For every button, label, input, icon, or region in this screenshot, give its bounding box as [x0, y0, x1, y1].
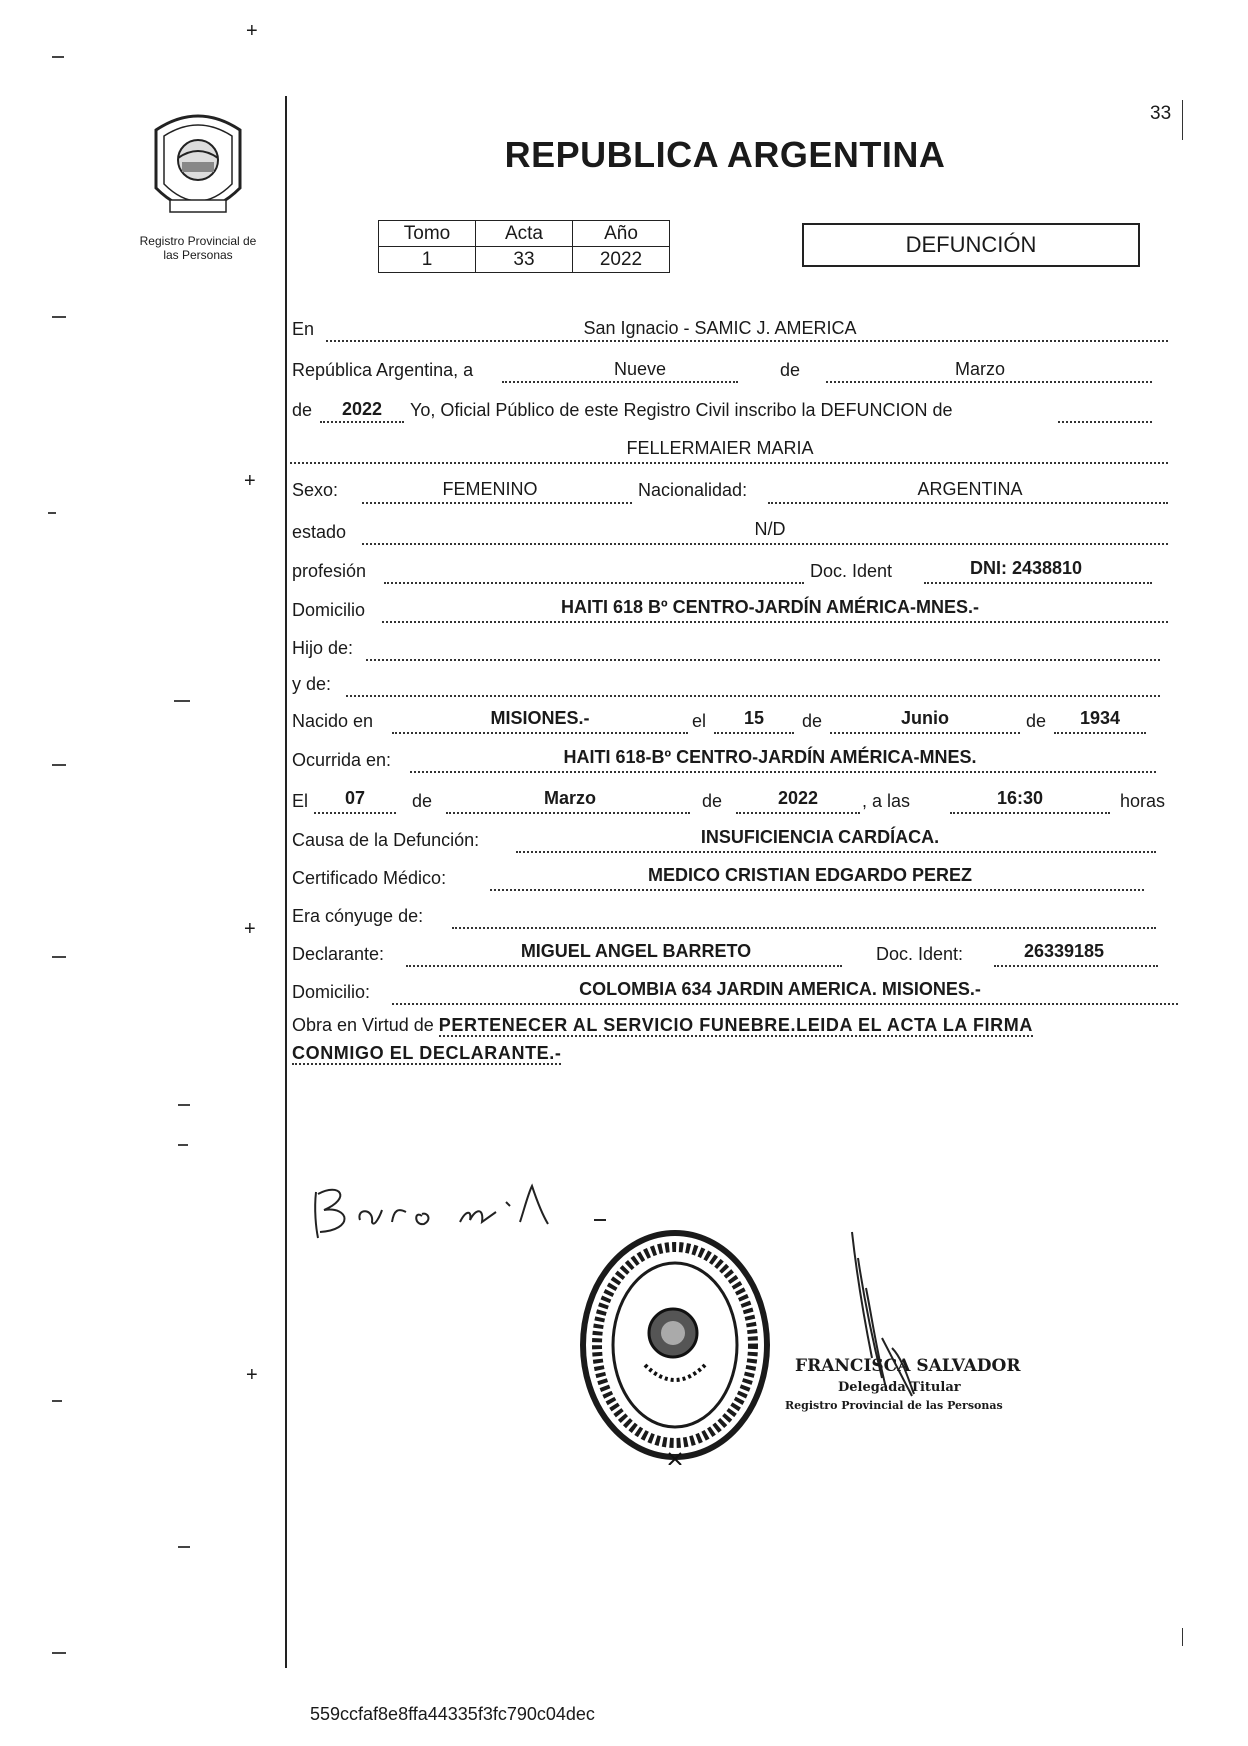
crosshair-icon: +	[246, 1364, 258, 1386]
right-margin-rule-bottom	[1182, 1628, 1183, 1646]
scan-mark	[52, 56, 64, 58]
republica-label: República Argentina, a	[292, 360, 474, 380]
defuncion-dia: 07	[344, 788, 366, 808]
dotted-line	[382, 621, 1168, 623]
mes-value: Marzo	[954, 359, 1005, 379]
officer-office: Registro Provincial de las Personas	[785, 1399, 1003, 1412]
dotted-line	[1054, 732, 1146, 734]
sexo-value: FEMENINO	[442, 479, 538, 499]
page-number: 33	[1150, 103, 1172, 124]
defuncion-mes: Marzo	[543, 788, 596, 808]
doc2-ident-label: Doc. Ident:	[876, 944, 964, 964]
nombre-value: FELLERMAIER MARIA	[626, 438, 814, 458]
dotted-line	[994, 965, 1158, 967]
dotted-line	[362, 502, 632, 504]
en-label: En	[292, 319, 315, 339]
profesion-label: profesión	[292, 561, 367, 581]
obra-line-1	[292, 1015, 1033, 1036]
hijo-label: Hijo de:	[292, 638, 354, 658]
acta-value-anio: 2022	[573, 247, 670, 273]
dotted-line	[410, 771, 1156, 773]
dotted-line	[406, 965, 842, 967]
dotted-line	[290, 462, 1168, 464]
dotted-line	[362, 543, 1168, 545]
dotted-line	[392, 732, 688, 734]
en-value: San Ignacio - SAMIC J. AMERICA	[583, 318, 857, 338]
defuncion-anio: 2022	[777, 788, 819, 808]
scan-mark	[52, 1400, 62, 1402]
doc-ident-value: DNI: 2438810	[969, 558, 1083, 578]
certificado-value: MEDICO CRISTIAN EDGARDO PEREZ	[647, 865, 973, 885]
dotted-line	[826, 381, 1152, 383]
y-de-label: y de:	[292, 674, 332, 694]
acta-header-acta: Acta	[476, 221, 573, 247]
scan-mark	[52, 1652, 66, 1654]
obra-line-2	[292, 1043, 561, 1064]
causa-label: Causa de la Defunción:	[292, 830, 480, 850]
a-las-label: , a las	[862, 791, 911, 811]
de4-label: de	[1026, 711, 1047, 731]
obra-value-1: PERTENECER AL SERVICIO FUNEBRE.LEIDA EL ACTA LA FIRMA	[438, 1015, 1033, 1035]
nacimiento-mes: Junio	[901, 708, 949, 728]
crosshair-icon: +	[244, 918, 256, 940]
dotted-line	[1058, 421, 1152, 423]
dotted-line	[490, 889, 1144, 891]
nacido-label: Nacido en	[292, 711, 374, 731]
record-type-box: DEFUNCIÓN	[802, 223, 1140, 267]
acta-header-tomo: Tomo	[379, 221, 476, 247]
domicilio-label: Domicilio	[292, 600, 366, 620]
acta-header-anio: Año	[573, 221, 670, 247]
domicilio2-value: COLOMBIA 634 JARDIN AMERICA. MISIONES.-	[579, 979, 981, 999]
nacimiento-dia: 15	[743, 708, 765, 728]
provincial-seal-icon	[148, 108, 248, 226]
crosshair-icon: +	[246, 20, 258, 42]
causa-value: INSUFICIENCIA CARDÍACA.	[700, 827, 940, 847]
obra-label: Obra en Virtud de	[292, 1015, 434, 1035]
page-title: REPUBLICA ARGENTINA	[504, 134, 946, 175]
nacionalidad-label: Nacionalidad:	[638, 480, 748, 500]
officer-name: FRANCISCA SALVADOR	[795, 1356, 1021, 1376]
dotted-line	[392, 1003, 1178, 1005]
de6-label: de	[702, 791, 723, 811]
right-margin-rule	[1182, 100, 1183, 140]
dotted-line	[714, 732, 794, 734]
de5-label: de	[412, 791, 433, 811]
dotted-line	[516, 851, 1156, 853]
de3-label: de	[802, 711, 823, 731]
estado-value: N/D	[754, 519, 786, 539]
oficial-text: Yo, Oficial Público de este Registro Civil inscribo la DEFUNCION de	[410, 400, 953, 420]
conyuge-label: Era cónyuge de:	[292, 906, 424, 926]
scan-mark	[178, 1144, 188, 1146]
scan-mark	[52, 316, 66, 318]
dotted-line	[830, 732, 1020, 734]
registro-caption	[118, 234, 278, 262]
acta-table	[378, 220, 670, 273]
declarante-value: MIGUEL ANGEL BARRETO	[520, 941, 752, 961]
domicilio2-label: Domicilio:	[292, 982, 371, 1002]
doc-ident-label: Doc. Ident	[810, 561, 893, 581]
nacimiento-anio: 1934	[1079, 708, 1121, 728]
sexo-label: Sexo:	[292, 480, 339, 500]
scan-mark	[178, 1546, 190, 1548]
dotted-line	[768, 502, 1168, 504]
anio-value: 2022	[341, 399, 383, 419]
nacido-value: MISIONES.-	[490, 708, 590, 728]
dotted-line	[736, 812, 860, 814]
document-hash: 559ccfaf8e8ffa44335f3fc790c04dec	[310, 1704, 595, 1724]
registry-stamp-icon	[575, 1225, 775, 1465]
scan-mark	[52, 764, 66, 766]
ocurrida-value: HAITI 618-Bº CENTRO-JARDÍN AMÉRICA-MNES.	[563, 747, 977, 767]
acta-value-acta: 33	[476, 247, 573, 273]
obra-value-2: CONMIGO EL DECLARANTE.-	[292, 1043, 562, 1063]
certificado-label: Certificado Médico:	[292, 868, 447, 888]
dotted-line	[346, 695, 1160, 697]
registro-line-1: Registro Provincial de	[139, 234, 257, 248]
left-margin-rule	[285, 96, 287, 1668]
acta-value-tomo: 1	[379, 247, 476, 273]
dotted-line	[446, 812, 690, 814]
el-label: el	[692, 711, 707, 731]
dotted-line	[326, 340, 1168, 342]
scan-mark	[174, 700, 190, 702]
doc2-ident-value: 26339185	[1023, 941, 1105, 961]
dia-value: Nueve	[613, 359, 667, 379]
ocurrida-label: Ocurrida en:	[292, 750, 392, 770]
scan-mark	[52, 956, 66, 958]
horas-label: horas	[1120, 791, 1166, 811]
nacionalidad-value: ARGENTINA	[917, 479, 1023, 499]
defuncion-hora: 16:30	[996, 788, 1044, 808]
el2-label: El	[292, 791, 309, 811]
crosshair-icon: +	[244, 470, 256, 492]
declarant-signature	[310, 1180, 610, 1250]
dotted-line	[452, 927, 1156, 929]
domicilio-value: HAITI 618 Bº CENTRO-JARDÍN AMÉRICA-MNES.-	[561, 597, 979, 617]
dotted-line	[366, 659, 1160, 661]
dotted-line	[950, 812, 1110, 814]
dotted-line	[384, 582, 804, 584]
scan-mark	[48, 512, 56, 514]
de-label: de	[780, 360, 801, 380]
dotted-line	[314, 812, 396, 814]
declarante-label: Declarante:	[292, 944, 385, 964]
scan-mark	[178, 1104, 190, 1106]
dotted-line	[924, 582, 1152, 584]
dotted-line	[502, 381, 738, 383]
de2-label: de	[292, 400, 313, 420]
registro-line-2: las Personas	[163, 248, 233, 262]
estado-label: estado	[292, 522, 347, 542]
officer-role: Delegada Titular	[838, 1380, 961, 1395]
dotted-line	[320, 421, 404, 423]
